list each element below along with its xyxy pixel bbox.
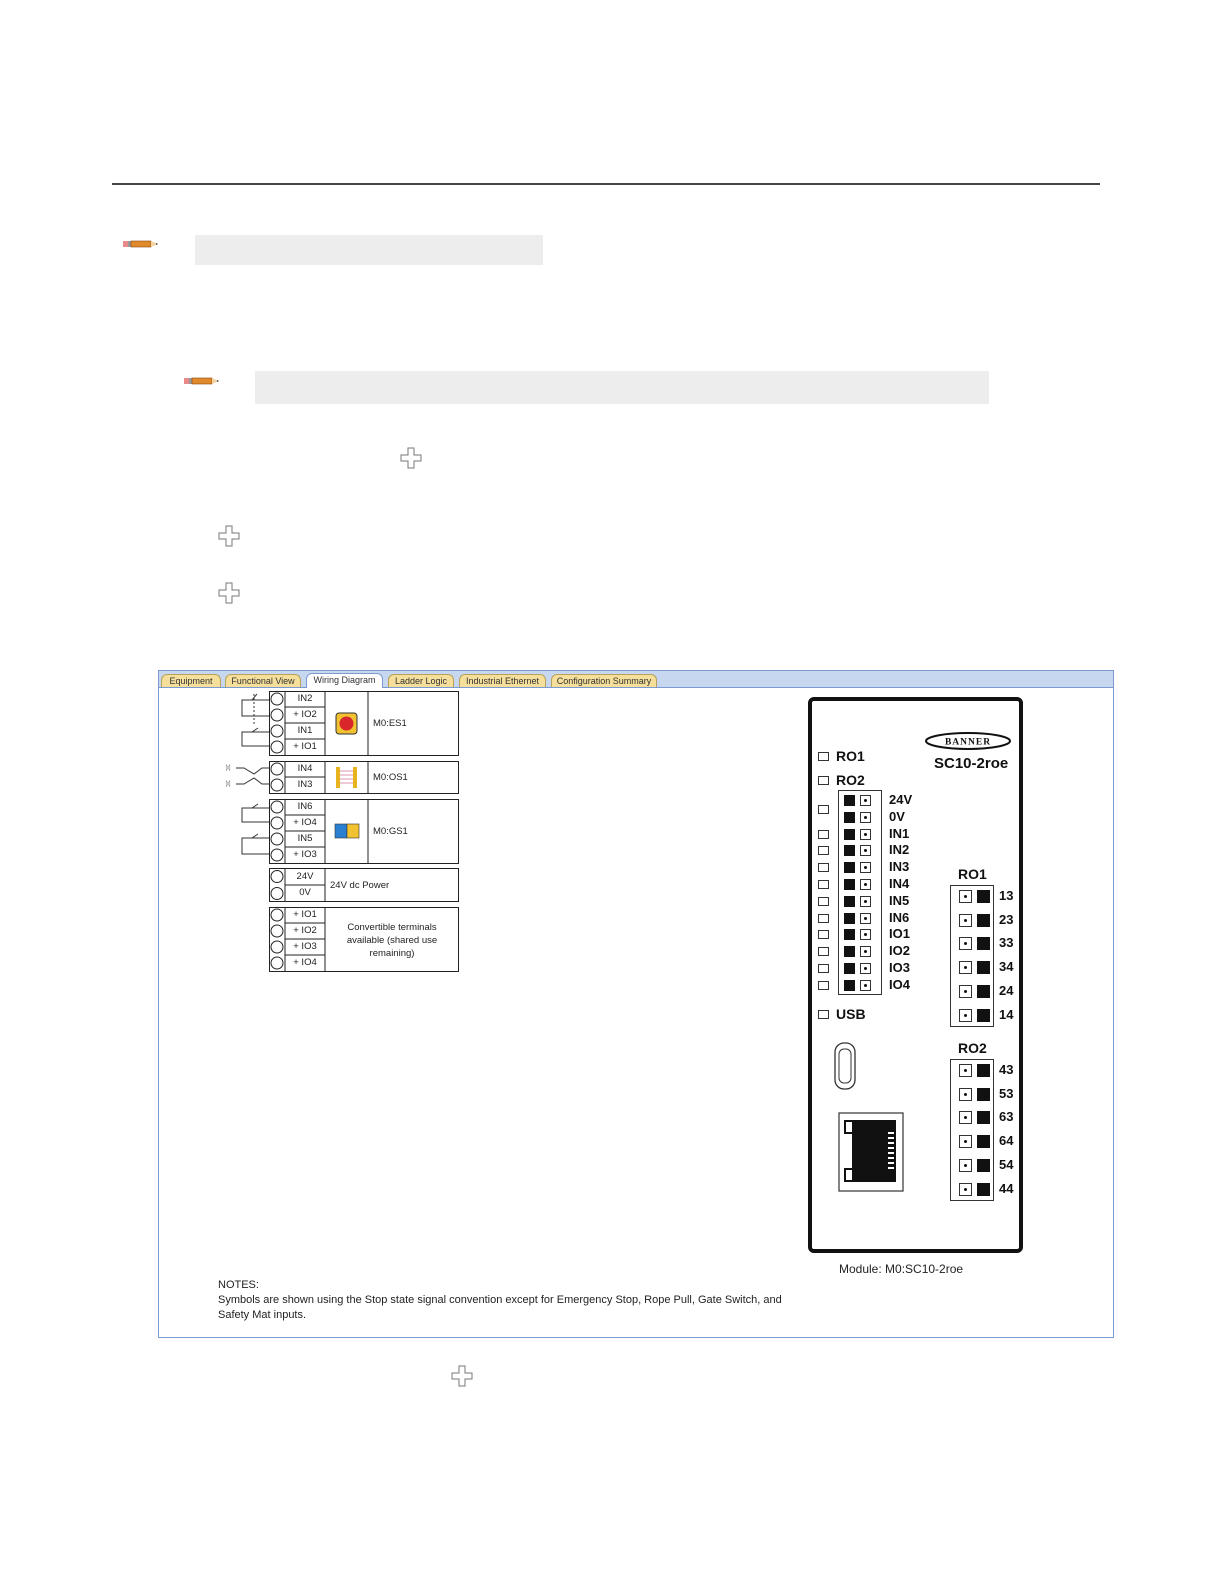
relay-terminal-label: 63 bbox=[999, 1109, 1014, 1125]
terminal-screw bbox=[844, 829, 855, 840]
status-led bbox=[818, 830, 829, 839]
terminal-screw bbox=[844, 963, 855, 974]
tab-functional-view[interactable]: Functional View bbox=[225, 674, 301, 687]
ro2-title: RO2 bbox=[958, 1040, 987, 1056]
input-terminal-label: IN1 bbox=[889, 825, 910, 841]
terminal-label: + IO1 bbox=[293, 741, 317, 752]
terminal-screw bbox=[844, 929, 855, 940]
terminal-label: IN4 bbox=[297, 763, 313, 774]
status-led bbox=[818, 776, 829, 785]
terminal-label: IN5 bbox=[297, 833, 313, 844]
relay-socket bbox=[959, 1159, 972, 1172]
input-terminal-label: 24V bbox=[889, 792, 913, 807]
banner-logo bbox=[924, 731, 1012, 751]
status-led bbox=[818, 964, 829, 973]
terminal-label: IN2 bbox=[297, 693, 313, 704]
plus-icon[interactable] bbox=[451, 1365, 473, 1387]
relay-screw bbox=[977, 1009, 990, 1022]
terminal-label: + IO2 bbox=[293, 925, 317, 936]
device-label-es1: M0:ES1 bbox=[373, 718, 407, 729]
convertible-label bbox=[326, 921, 458, 960]
svg-text:ᛞ: ᛞ bbox=[226, 765, 231, 772]
ro1-title: RO1 bbox=[958, 866, 987, 882]
terminal-socket bbox=[860, 980, 871, 991]
relay-screw bbox=[977, 1111, 990, 1124]
relay-socket bbox=[959, 1111, 972, 1124]
svg-text:ᛞ: ᛞ bbox=[226, 781, 231, 788]
terminal-socket bbox=[860, 845, 871, 856]
terminal-label: + IO1 bbox=[293, 909, 317, 920]
notes-title: NOTES: bbox=[218, 1279, 259, 1291]
notes-line: Symbols are shown using the Stop state signal convention except for Emergency Stop, Rope Pull, Gate Switch, and bbox=[218, 1294, 782, 1306]
status-led bbox=[818, 947, 829, 956]
tab-equipment[interactable]: Equipment bbox=[161, 674, 221, 687]
terminal-socket bbox=[860, 829, 871, 840]
relay-screw bbox=[977, 1064, 990, 1077]
status-led bbox=[818, 846, 829, 855]
device-label-os1: M0:OS1 bbox=[373, 772, 408, 783]
tab-industrial-ethernet[interactable]: Industrial Ethernet bbox=[459, 674, 546, 687]
relay-socket bbox=[959, 961, 972, 974]
model-label: SC10-2roe bbox=[934, 755, 1009, 772]
relay-socket bbox=[959, 1088, 972, 1101]
relay-socket bbox=[959, 1009, 972, 1022]
status-led bbox=[818, 1010, 829, 1019]
relay-socket bbox=[959, 890, 972, 903]
relay-screw bbox=[977, 985, 990, 998]
relay-screw bbox=[977, 890, 990, 903]
plus-icon[interactable] bbox=[400, 447, 422, 469]
terminal-screw bbox=[844, 980, 855, 991]
module-caption: Module: M0:SC10-2roe bbox=[839, 1262, 964, 1276]
relay-screw bbox=[977, 937, 990, 950]
usb-label: USB bbox=[836, 1006, 866, 1022]
led-label-ro1: RO1 bbox=[836, 748, 865, 764]
terminal-label: + IO3 bbox=[293, 849, 317, 860]
power-label: 24V dc Power bbox=[330, 880, 390, 891]
relay-terminal-label: 34 bbox=[999, 959, 1014, 975]
terminal-socket bbox=[860, 913, 871, 924]
input-terminal-label: IN4 bbox=[889, 876, 910, 891]
relay-terminal-label: 43 bbox=[999, 1062, 1014, 1077]
usb-port-icon bbox=[832, 1041, 860, 1093]
input-terminal-label: IO1 bbox=[889, 926, 910, 942]
input-device-symbols bbox=[222, 690, 272, 860]
note-placeholder-2 bbox=[255, 371, 989, 404]
relay-socket bbox=[959, 985, 972, 998]
terminal-screw bbox=[844, 946, 855, 957]
terminal-socket bbox=[860, 963, 871, 974]
ro2-terminal-strip bbox=[950, 1059, 994, 1201]
relay-screw bbox=[977, 914, 990, 927]
plus-icon[interactable] bbox=[218, 582, 240, 604]
input-terminal-label: IN2 bbox=[889, 842, 910, 858]
terminal-screw bbox=[844, 795, 855, 806]
terminal-socket bbox=[860, 795, 871, 806]
relay-screw bbox=[977, 1088, 990, 1101]
relay-socket bbox=[959, 914, 972, 927]
input-terminal-label: 0V bbox=[889, 808, 905, 824]
relay-terminal-label: 44 bbox=[999, 1180, 1014, 1196]
relay-terminal-label: 24 bbox=[999, 982, 1014, 998]
terminal-socket bbox=[860, 862, 871, 873]
relay-screw bbox=[977, 1183, 990, 1196]
tab-bar bbox=[159, 671, 1113, 688]
tab-ladder-logic[interactable]: Ladder Logic bbox=[388, 674, 454, 687]
led-label-ro2: RO2 bbox=[836, 772, 865, 788]
terminal-screw bbox=[844, 896, 855, 907]
tab-configuration-summary[interactable]: Configuration Summary bbox=[551, 674, 657, 687]
convertible-label-line: remaining) bbox=[369, 948, 415, 959]
relay-terminal-label: 54 bbox=[999, 1156, 1014, 1172]
status-led bbox=[818, 880, 829, 889]
ro1-terminal-strip bbox=[950, 885, 994, 1027]
relay-socket bbox=[959, 1183, 972, 1196]
relay-terminal-label: 64 bbox=[999, 1133, 1014, 1149]
terminal-socket bbox=[860, 929, 871, 940]
relay-screw bbox=[977, 1159, 990, 1172]
relay-socket bbox=[959, 1135, 972, 1148]
input-terminal-label: IO4 bbox=[889, 976, 910, 992]
relay-terminal-label: 13 bbox=[999, 888, 1014, 903]
tab-wiring-diagram[interactable]: Wiring Diagram bbox=[306, 673, 383, 688]
horizontal-rule bbox=[112, 183, 1100, 185]
terminal-label: + IO4 bbox=[293, 817, 317, 828]
terminal-label: + IO3 bbox=[293, 941, 317, 952]
input-terminal-label: IN3 bbox=[889, 859, 910, 875]
terminal-screw bbox=[844, 845, 855, 856]
terminal-label: + IO2 bbox=[293, 709, 317, 720]
device-label-gs1: M0:GS1 bbox=[373, 826, 408, 837]
pencil-icon bbox=[122, 237, 162, 251]
status-led bbox=[818, 863, 829, 872]
plus-icon[interactable] bbox=[218, 525, 240, 547]
terminal-label: 24V bbox=[296, 871, 314, 882]
terminal-screw bbox=[844, 879, 855, 890]
notes bbox=[218, 1278, 782, 1323]
relay-terminal-label: 53 bbox=[999, 1085, 1014, 1101]
status-led bbox=[818, 805, 829, 814]
status-led bbox=[818, 930, 829, 939]
terminal-label: IN6 bbox=[297, 801, 313, 812]
brand-text: BANNER bbox=[944, 737, 992, 748]
terminal-label: 0V bbox=[299, 887, 311, 898]
terminal-screw bbox=[844, 812, 855, 823]
relay-terminal-label: 14 bbox=[999, 1006, 1014, 1022]
status-led bbox=[818, 981, 829, 990]
status-led bbox=[818, 897, 829, 906]
convertible-label-line: available (shared use bbox=[346, 935, 438, 946]
notes-line: Safety Mat inputs. bbox=[218, 1309, 307, 1321]
input-terminal-label: IO3 bbox=[889, 960, 910, 975]
input-terminal-label: IN5 bbox=[889, 892, 910, 908]
terminal-socket bbox=[860, 896, 871, 907]
terminal-label: IN3 bbox=[297, 779, 313, 790]
status-led bbox=[818, 752, 829, 761]
relay-screw bbox=[977, 961, 990, 974]
relay-terminal-label: 33 bbox=[999, 935, 1014, 951]
relay-terminal-label: 23 bbox=[999, 911, 1014, 927]
ethernet-port-icon bbox=[838, 1112, 906, 1194]
convertible-label-line: Convertible terminals bbox=[347, 922, 437, 933]
input-terminal-label: IN6 bbox=[889, 909, 910, 925]
note-placeholder-1 bbox=[195, 235, 543, 265]
terminal-label: IN1 bbox=[297, 725, 313, 736]
terminal-socket bbox=[860, 946, 871, 957]
terminal-label: + IO4 bbox=[293, 957, 317, 968]
relay-socket bbox=[959, 937, 972, 950]
terminal-screw bbox=[844, 862, 855, 873]
relay-screw bbox=[977, 1135, 990, 1148]
terminal-screw bbox=[844, 913, 855, 924]
status-led bbox=[818, 914, 829, 923]
terminal-socket bbox=[860, 879, 871, 890]
pencil-icon bbox=[183, 374, 223, 388]
terminal-socket bbox=[860, 812, 871, 823]
input-terminal-label: IO2 bbox=[889, 943, 910, 959]
relay-socket bbox=[959, 1064, 972, 1077]
